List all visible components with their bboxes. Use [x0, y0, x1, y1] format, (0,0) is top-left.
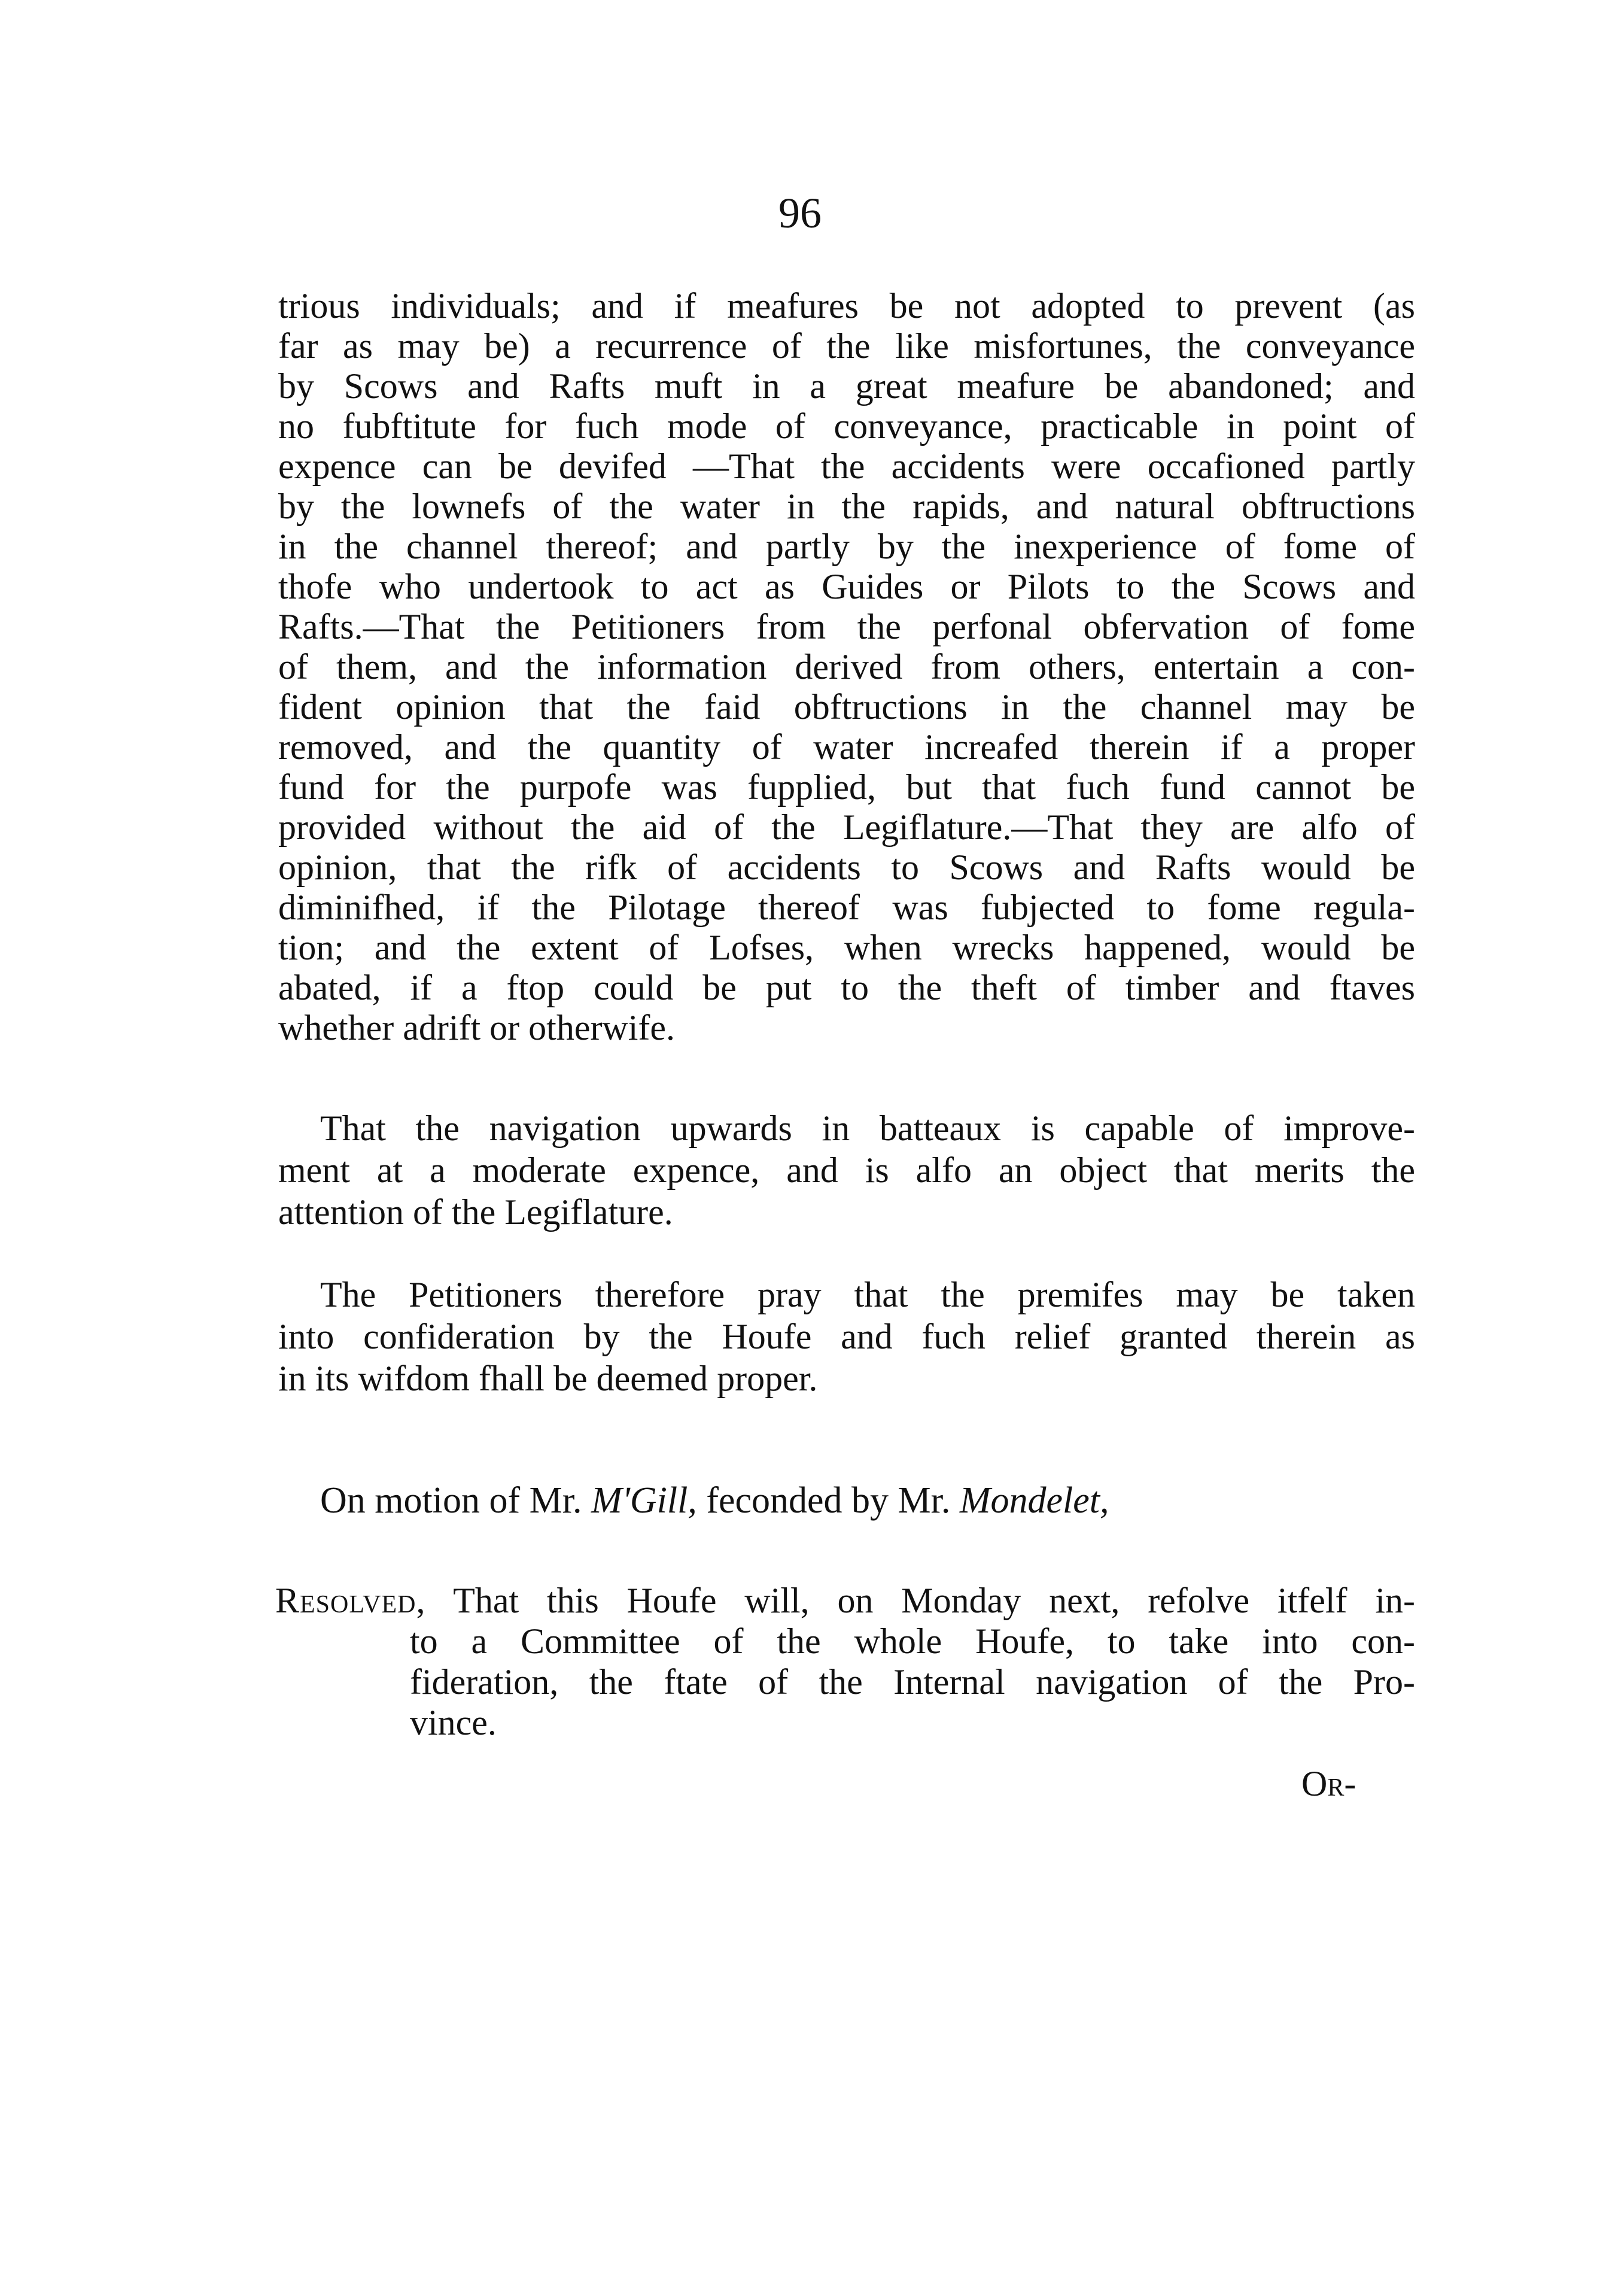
motion-line: [320, 1480, 1109, 1521]
text-line: no fubftitute for fuch mode of conveyance, practicable in point of: [278, 406, 1415, 446]
catchword: Or-: [1301, 1764, 1356, 1803]
motion-prefix: On motion of Mr.: [320, 1480, 591, 1521]
motion-mover: M'Gill,: [591, 1480, 697, 1521]
text-line: in its wifdom fhall be deemed proper.: [278, 1359, 818, 1398]
text-line: That the navigation upwards in batteaux is capable of improve-: [320, 1108, 1415, 1148]
paragraph-prayer: [278, 1274, 1415, 1399]
text-line: fident opinion that the faid obftructions in the channel may be: [278, 687, 1415, 727]
text-line: trious individuals; and if meafures be not adopted to prevent (as: [278, 286, 1415, 326]
text-line: removed, and the quantity of water increafed therein if a proper: [278, 727, 1415, 767]
text-line: opinion, that the rifk of accidents to Scows and Rafts would be: [278, 848, 1415, 887]
text-line: provided without the aid of the Legiflature.—That they are alfo of: [278, 807, 1415, 847]
text-line: diminifhed, if the Pilotage thereof was fubjected to fome regula-: [278, 888, 1415, 927]
text-line: expence can be devifed —That the accidents were occafioned partly: [278, 447, 1415, 486]
text-line: abated, if a ftop could be put to the theft of timber and ftaves: [278, 968, 1415, 1007]
resolution-block: [275, 1580, 1415, 1743]
motion-middle: feconded by Mr.: [696, 1480, 960, 1521]
text-line: into confideration by the Houfe and fuch relief granted therein as: [278, 1317, 1415, 1356]
text-line: of them, and the information derived from others, entertain a con-: [278, 647, 1415, 687]
paragraph-petition-continuation: [278, 286, 1415, 1048]
text-line: tion; and the extent of Lofses, when wrecks happened, would be: [278, 928, 1415, 967]
text-line: ment at a moderate expence, and is alfo an object that merits the: [278, 1150, 1415, 1190]
text-line: Rafts.—That the Petitioners from the perfonal obfervation of fome: [278, 607, 1415, 646]
text-line: thofe who undertook to act as Guides or Pilots to the Scows and: [278, 567, 1415, 606]
page-number: 96: [778, 189, 822, 237]
text-line: to a Committee of the whole Houfe, to take into con-: [410, 1621, 1415, 1661]
text-line: That this Houfe will, on Monday next, refolve itfelf in-: [453, 1581, 1415, 1620]
motion-seconder: Mondelet,: [959, 1480, 1109, 1521]
text-line: by the lownefs of the water in the rapids, and natural obftructions: [278, 487, 1415, 526]
text-line: fideration, the ftate of the Internal navigation of the Pro-: [410, 1662, 1415, 1702]
text-line: The Petitioners therefore pray that the premifes may be taken: [320, 1275, 1415, 1314]
text-line: whether adrift or otherwife.: [278, 1008, 676, 1047]
text-line: in the channel thereof; and partly by the inexperience of fome of: [278, 527, 1415, 566]
text-line: fund for the purpofe was fupplied, but that fuch fund cannot be: [278, 767, 1415, 807]
text-line: by Scows and Rafts muft in a great meafure be abandoned; and: [278, 366, 1415, 406]
text-line: attention of the Legiflature.: [278, 1192, 673, 1232]
resolved-label: Resolved,: [275, 1581, 426, 1620]
paragraph-batteaux: [278, 1107, 1415, 1233]
text-line: far as may be) a recurrence of the like misfortunes, the conveyance: [278, 326, 1415, 366]
text-line: vince.: [410, 1703, 497, 1742]
resolution-first-line: [275, 1580, 1415, 1621]
